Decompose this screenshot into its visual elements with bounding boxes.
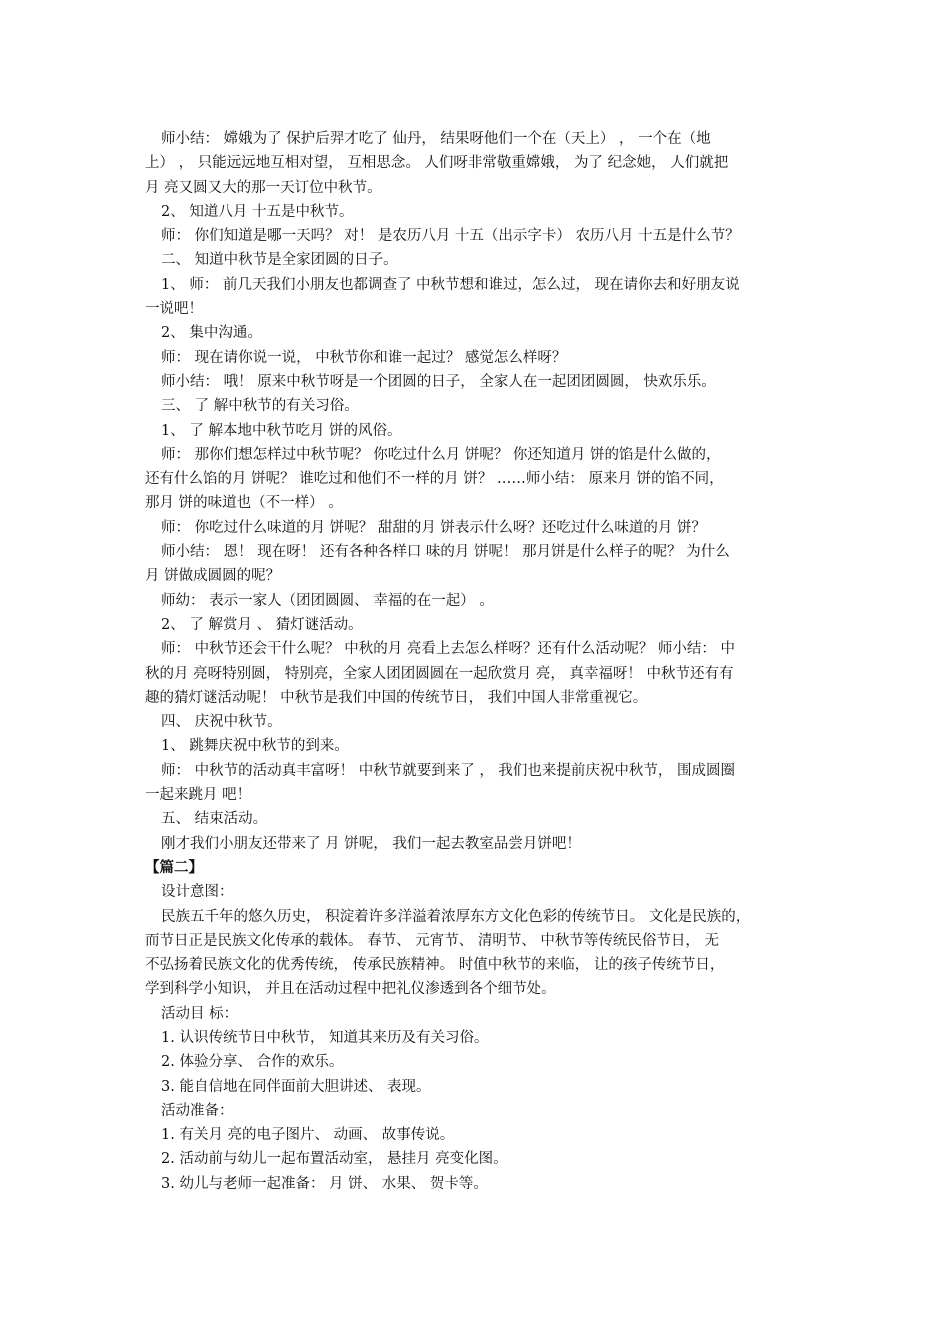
- text-line: 不弘扬着民族文化的优秀传统， 传承民族精神。 时值中秋节的来临， 让的孩子传统节日，: [145, 957, 725, 974]
- section-heading: 【篇二】: [145, 858, 203, 876]
- text-line: 师： 你们知道是哪一天吗？ 对！ 是农历八月 十五（出示字卡） 农历八月 十五是什么节？: [161, 228, 740, 245]
- text-line: 活动准备：: [161, 1102, 234, 1119]
- text-line: 学到科学小知识， 并且在活动过程中把礼仪渗透到各个细节处。: [145, 981, 556, 998]
- text-line: 设计意图：: [161, 884, 234, 901]
- text-line: 2、 了 解赏月 、 猜灯谜活动。: [161, 616, 363, 633]
- text-line: 3. 幼儿与老师一起准备： 月 饼、 水果、 贺卡等。: [161, 1175, 488, 1192]
- text-line: 一说吧！: [145, 301, 203, 318]
- text-line: 三、 了 解中秋节的有关习俗。: [161, 398, 359, 415]
- text-line: 趣的猜灯谜活动呢！ 中秋节是我们中国的传统节日， 我们中国人非常重视它。: [145, 689, 648, 706]
- text-line: 师： 中秋节还会干什么呢？ 中秋的月 亮看上去怎么样呀？还有什么活动呢？ 师小结： 中: [161, 641, 736, 658]
- text-line: 1. 有关月 亮的电子图片、 动画、 故事传说。: [161, 1127, 455, 1144]
- text-line: 师幼： 表示一家人（团团圆圆、 幸福的在一起） 。: [161, 592, 494, 609]
- text-line: 秋的月 亮呀特别圆， 特别亮，全家人团团圆圆在一起欣赏月 亮， 真幸福呀！ 中秋节还有有: [145, 665, 734, 682]
- document-body: [145, 127, 810, 1196]
- text-line: 月 亮又圆又大的那一天订位中秋节。: [145, 179, 382, 196]
- text-line: 二、 知道中秋节是全家团圆的日子。: [161, 252, 398, 269]
- text-line: 一起来跳月 吧！: [145, 787, 252, 804]
- text-line: 1. 认识传统节日中秋节， 知道其来历及有关习俗。: [161, 1029, 489, 1046]
- text-line: 师： 中秋节的活动真丰富呀！ 中秋节就要到来了 ， 我们也来提前庆祝中秋节， 围成圆圈: [161, 762, 736, 779]
- text-line: 1、 师： 前几天我们小朋友也都调查了 中秋节想和谁过，怎么过， 现在请你去和好朋友说: [161, 276, 740, 293]
- text-line: 五、 结束活动。: [161, 811, 268, 828]
- text-line: 刚才我们小朋友还带来了 月 饼呢， 我们一起去教室品尝月饼吧！: [161, 835, 581, 852]
- text-line: 月 饼做成圆圆的呢？: [145, 568, 281, 585]
- text-line: 而节日正是民族文化传承的载体。 春节、 元宵节、 清明节、 中秋节等传统民俗节日， 无: [145, 932, 720, 949]
- text-line: 四、 庆祝中秋节。: [161, 714, 282, 731]
- text-line: 1、 跳舞庆祝中秋节的到来。: [161, 738, 349, 755]
- text-line: 民族五千年的悠久历史， 积淀着许多洋溢着浓厚东方文化色彩的传统节日。 文化是民族的，: [161, 908, 751, 925]
- text-line: 活动目 标：: [161, 1005, 239, 1022]
- text-line: 2、 集中沟通。: [161, 325, 262, 342]
- text-line: 师小结： 嫦娥为了 保护后羿才吃了 仙丹， 结果呀他们一个在（天上） ， 一个在（地: [161, 131, 711, 147]
- text-line: 2. 活动前与幼儿一起布置活动室， 悬挂月 亮变化图。: [161, 1151, 508, 1168]
- text-line: 师小结： 恩！ 现在呀！ 还有各种各样口 味的月 饼呢！ 那月饼是什么样子的呢？ 为什么: [161, 544, 730, 561]
- text-line: 上） ， 只能远远地互相对望， 互相思念。 人们呀非常敬重嫦娥， 为了 纪念她， 人们就把: [145, 155, 729, 172]
- text-line: 师： 那你们想怎样过中秋节呢？ 你吃过什么月 饼呢？ 你还知道月 饼的馅是什么做的，: [161, 446, 721, 463]
- text-line: 2、 知道八月 十五是中秋节。: [161, 203, 354, 220]
- text-line: 3. 能自信地在同伴面前大胆讲述、 表现。: [161, 1078, 431, 1095]
- text-line: 还有什么馅的月 饼呢？ 谁吃过和他们不一样的月 饼？ ……师小结： 原来月 饼的馅不同，: [145, 471, 724, 488]
- text-line: 师： 你吃过什么味道的月 饼呢？ 甜甜的月 饼表示什么呀？还吃过什么味道的月 饼？: [161, 519, 707, 536]
- text-line: 师： 现在请你说一说， 中秋节你和谁一起过？ 感觉怎么样呀？: [161, 349, 567, 366]
- text-line: 那月 饼的味道也（不一样） 。: [145, 495, 343, 512]
- text-line: 师小结： 哦！ 原来中秋节呀是一个团圆的日子， 全家人在一起团团圆圆， 快欢乐乐。: [161, 373, 716, 390]
- text-line: 2. 体验分享、 合作的欢乐。: [161, 1054, 344, 1071]
- text-line: 1、 了 解本地中秋节吃月 饼的风俗。: [161, 422, 402, 439]
